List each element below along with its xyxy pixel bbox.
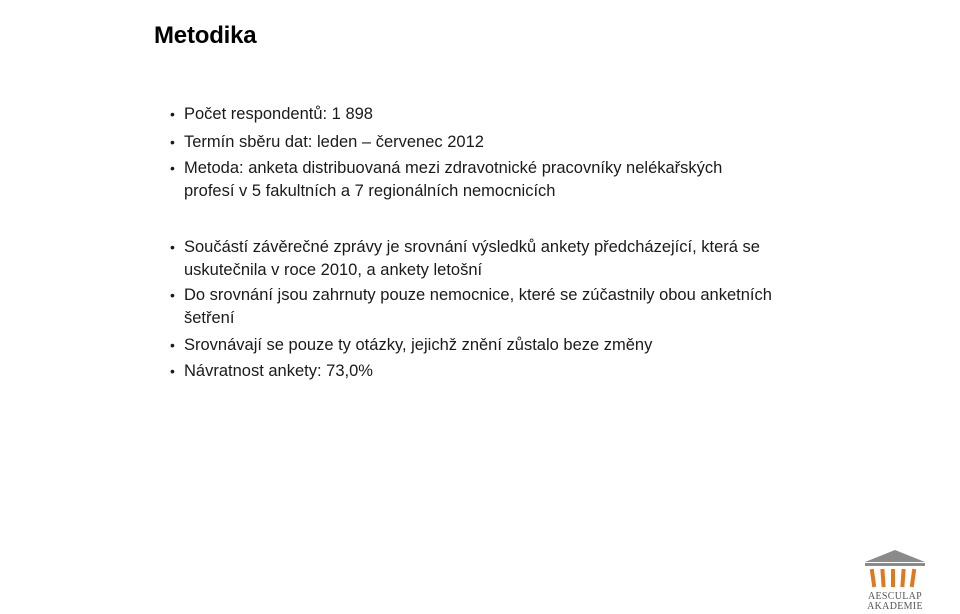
bullet-dot: • bbox=[170, 134, 175, 150]
bullet-text: Termín sběru dat: leden – červenec 2012 bbox=[184, 133, 484, 151]
bullet-dot: • bbox=[170, 337, 175, 353]
logo-text-line-2: AKADEMIE bbox=[867, 601, 923, 612]
bullet-text: Počet respondentů: 1 898 bbox=[184, 105, 373, 123]
page-title: Metodika bbox=[154, 22, 257, 49]
bullet-dot: • bbox=[170, 106, 175, 122]
bullet-text: Srovnávají se pouze ty otázky, jejichž znění zůstalo beze změny bbox=[184, 336, 653, 354]
bullet-dot: • bbox=[170, 363, 175, 379]
bullet-item bbox=[170, 236, 890, 282]
bullet-text-line-1: Do srovnání jsou zahrnuty pouze nemocnice, které se zúčastnily obou anketních bbox=[184, 286, 772, 304]
aesculap-akademie-logo bbox=[842, 548, 948, 612]
bullet-dot: • bbox=[170, 239, 175, 255]
bullet-item bbox=[170, 131, 890, 154]
bullet-text-line-1: Součástí závěrečné zprávy je srovnání výsledků ankety předcházející, která se bbox=[184, 238, 760, 256]
temple-icon bbox=[860, 548, 930, 592]
bullet-item bbox=[170, 360, 890, 383]
bullet-item bbox=[170, 284, 890, 330]
bullet-dot: • bbox=[170, 287, 175, 303]
bullet-dot: • bbox=[170, 160, 175, 176]
bullet-text-line-2: profesí v 5 fakultních a 7 regionálních nemocnicích bbox=[184, 182, 556, 200]
bullet-item bbox=[170, 103, 890, 126]
bullet-text: Návratnost ankety: 73,0% bbox=[184, 362, 373, 380]
bullet-text-line-1: Metoda: anketa distribuovaná mezi zdravotnické pracovníky nelékařských bbox=[184, 159, 723, 177]
bullet-text-line-2: uskutečnila v roce 2010, a ankety letošní bbox=[184, 261, 483, 279]
bullet-item bbox=[170, 334, 890, 357]
bullet-item bbox=[170, 157, 890, 203]
logo-text-line-1: AESCULAP bbox=[867, 591, 923, 602]
bullet-text-line-2: šetření bbox=[184, 309, 235, 327]
